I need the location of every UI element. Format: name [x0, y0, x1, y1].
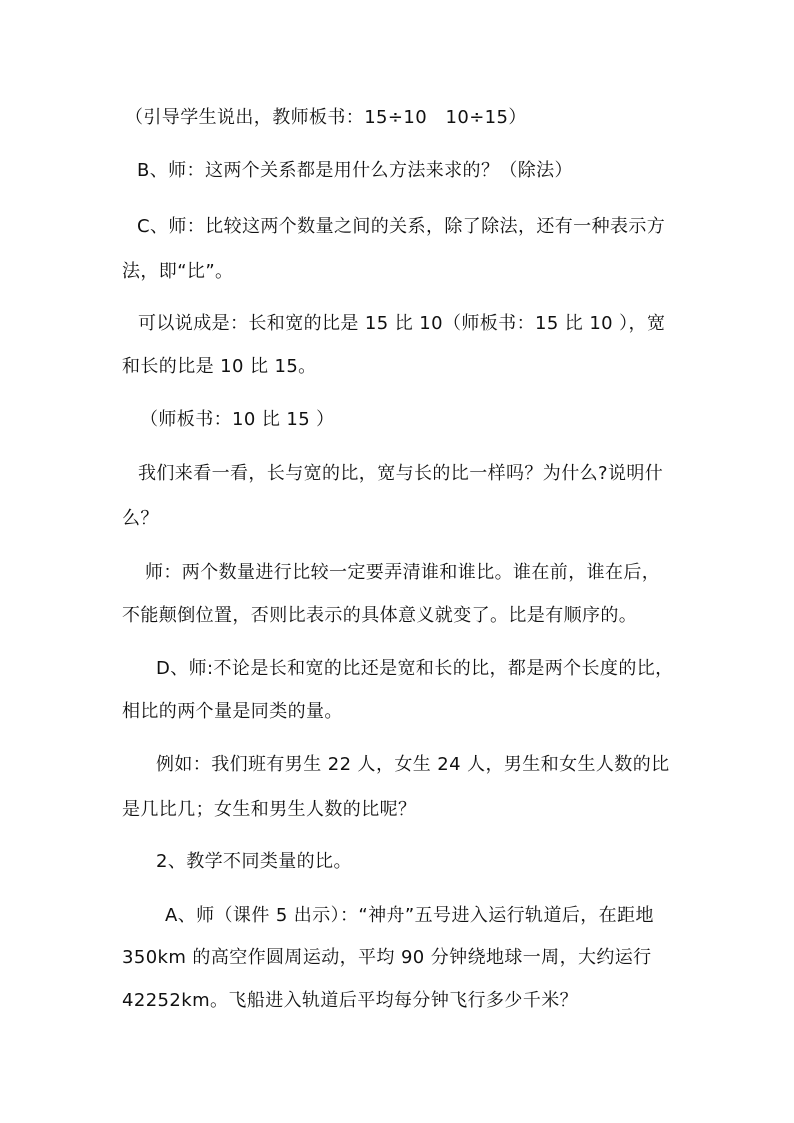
paragraph-ratio-line-1: 可以说成是：长和宽的比是 15 比 10（师板书：15 比 10 ），宽: [138, 313, 666, 334]
paragraph-order-line-2: 不能颠倒位置，否则比表示的具体意义就变了。比是有顺序的。: [122, 605, 638, 626]
paragraph-ratio-line-2: 和长的比是 10 比 15。: [122, 356, 317, 377]
paragraph-d-line-2: 相比的两个量是同类的量。: [122, 701, 343, 722]
paragraph-b-division: B、师：这两个关系都是用什么方法来求的？（除法）: [137, 160, 573, 181]
heading-different-quantities: 2、教学不同类量的比。: [156, 851, 352, 872]
paragraph-question-line-1: 我们来看一看，长与宽的比，宽与长的比一样吗？为什么?说明什: [138, 463, 664, 484]
paragraph-d-line-1: D、师:不论是长和宽的比还是宽和长的比，都是两个长度的比，: [156, 658, 674, 679]
paragraph-c-line-1: C、师：比较这两个数量之间的关系，除了除法，还有一种表示方: [137, 216, 666, 237]
paragraph-shenzhou-line-2: 350km 的高空作圆周运动，平均 90 分钟绕地球一周，大约运行: [122, 947, 652, 968]
paragraph-c-line-2: 法，即“比”。: [122, 261, 234, 282]
paragraph-question-line-2: 么？: [122, 508, 159, 529]
paragraph-board-10-15: （师板书：10 比 15 ）: [140, 409, 335, 430]
paragraph-example-line-2: 是几比几；女生和男生人数的比呢？: [122, 799, 417, 820]
paragraph-example-line-1: 例如：我们班有男生 22 人，女生 24 人，男生和女生人数的比: [156, 754, 670, 775]
paragraph-order-line-1: 师：两个数量进行比较一定要弄清谁和谁比。谁在前，谁在后，: [145, 562, 661, 583]
paragraph-guide-students: （引导学生说出，教师板书：15÷10 10÷15）: [125, 107, 527, 128]
paragraph-shenzhou-line-3: 42252km。飞船进入轨道后平均每分钟飞行多少千米？: [122, 990, 579, 1011]
paragraph-shenzhou-line-1: A、师（课件 5 出示）：“神舟”五号进入运行轨道后，在距地: [165, 905, 654, 926]
